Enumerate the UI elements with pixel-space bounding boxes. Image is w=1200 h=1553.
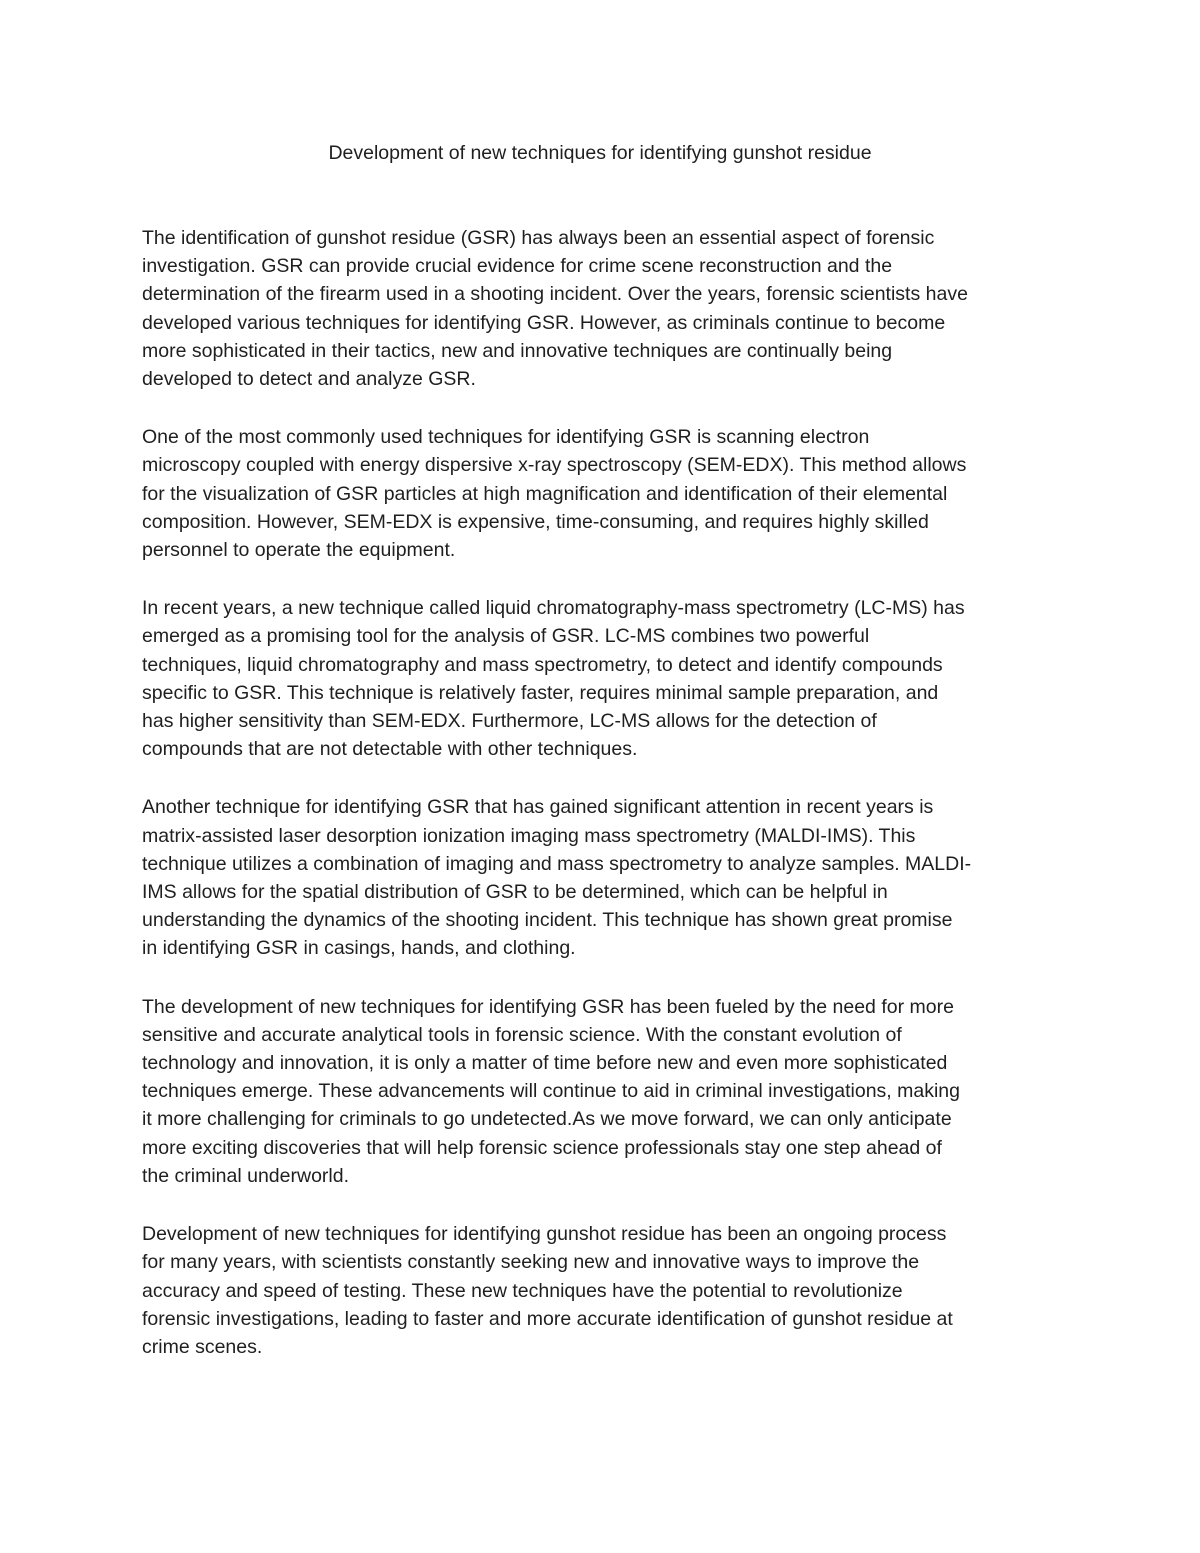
text-line: has higher sensitivity than SEM-EDX. Furthermore, LC-MS allows for the detection of — [142, 710, 877, 733]
text-line: In recent years, a new technique called liquid chromatography-mass spectrometry (LC-MS) has — [142, 597, 965, 620]
paragraph — [142, 793, 1062, 962]
document-body — [142, 224, 1062, 1391]
text-line: Another technique for identifying GSR that has gained significant attention in recent years is — [142, 796, 934, 819]
text-line: IMS allows for the spatial distribution of GSR to be determined, which can be helpful in — [142, 881, 888, 904]
text-line: specific to GSR. This technique is relatively faster, requires minimal sample preparation, and — [142, 681, 939, 704]
paragraph — [142, 1220, 1062, 1361]
text-line: microscopy coupled with energy dispersive x-ray spectroscopy (SEM-EDX). This method allows — [142, 454, 967, 477]
paragraph — [142, 423, 1062, 564]
paragraph — [142, 594, 1062, 763]
text-line: in identifying GSR in casings, hands, and clothing. — [142, 937, 576, 960]
text-line: for many years, with scientists constantly seeking new and innovative ways to improve the — [142, 1251, 920, 1274]
text-line: forensic investigations, leading to faster and more accurate identification of gunshot residue at — [142, 1307, 953, 1330]
text-line: techniques emerge. These advancements will continue to aid in criminal investigations, making — [142, 1080, 960, 1103]
text-line: investigation. GSR can provide crucial evidence for crime scene reconstruction and the — [142, 255, 893, 278]
text-line: Development of new techniques for identifying gunshot residue has been an ongoing process — [142, 1223, 947, 1246]
text-line: more sophisticated in their tactics, new and innovative techniques are continually being — [142, 339, 893, 362]
text-line: accuracy and speed of testing. These new techniques have the potential to revolutionize — [142, 1279, 903, 1302]
paragraph — [142, 993, 1062, 1190]
text-line: The identification of gunshot residue (GSR) has always been an essential aspect of forensic — [142, 227, 935, 249]
text-line: the criminal underworld. — [142, 1164, 350, 1187]
text-line: technique utilizes a combination of imaging and mass spectrometry to analyze samples. MALDI- — [142, 852, 972, 875]
text-line: crime scenes. — [142, 1335, 263, 1358]
text-line: more exciting discoveries that will help forensic science professionals stay one step ahead of — [142, 1136, 942, 1159]
text-line: techniques, liquid chromatography and mass spectrometry, to detect and identify compounds — [142, 653, 943, 676]
text-line: matrix-assisted laser desorption ionization imaging mass spectrometry (MALDI-IMS). This — [142, 824, 916, 847]
text-line: compounds that are not detectable with other techniques. — [142, 738, 638, 761]
text-line: it more challenging for criminals to go undetected.As we move forward, we can only anticipate — [142, 1108, 952, 1131]
text-line: emerged as a promising tool for the analysis of GSR. LC-MS combines two powerful — [142, 625, 870, 648]
text-line: composition. However, SEM-EDX is expensive, time-consuming, and requires highly skilled — [142, 510, 929, 533]
text-line: One of the most commonly used techniques for identifying GSR is scanning electron — [142, 426, 870, 449]
text-line: sensitive and accurate analytical tools in forensic science. With the constant evolution of — [142, 1023, 902, 1046]
text-line: developed to detect and analyze GSR. — [142, 368, 476, 391]
document-title: Development of new techniques for identifying gunshot residue — [328, 142, 872, 164]
text-line: understanding the dynamics of the shooting incident. This technique has shown great promise — [142, 909, 953, 932]
text-line: The development of new techniques for identifying GSR has been fueled by the need for more — [142, 995, 954, 1018]
text-line: for the visualization of GSR particles at high magnification and identification of their elemental — [142, 482, 948, 505]
text-line: developed various techniques for identifying GSR. However, as criminals continue to become — [142, 311, 946, 334]
text-line: determination of the firearm used in a shooting incident. Over the years, forensic scientists have — [142, 283, 968, 306]
text-line: technology and innovation, it is only a matter of time before new and even more sophisticated — [142, 1052, 948, 1075]
text-line: personnel to operate the equipment. — [142, 539, 456, 562]
paragraph — [142, 224, 1062, 393]
